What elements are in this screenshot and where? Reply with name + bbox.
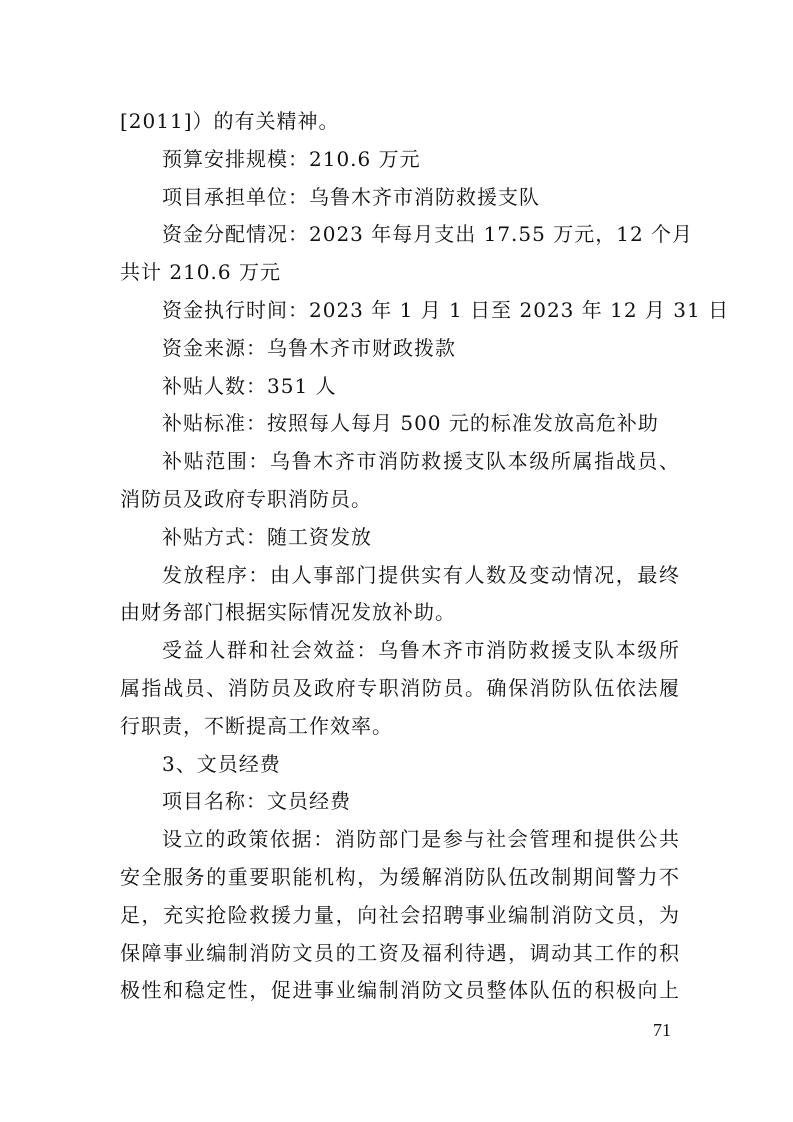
text-line: 补贴方式：随工资发放 xyxy=(162,524,372,549)
text-line: 属指战员、消防员及政府专职消防员。确保消防队伍依法履 xyxy=(120,675,680,700)
text-line: 补贴标准：按照每人每月 500 元的标准发放高危补助 xyxy=(162,411,659,436)
text-line: 发放程序：由人事部门提供实有人数及变动情况，最终 xyxy=(162,562,680,587)
section-heading: 3、文员经费 xyxy=(162,751,281,776)
text-line: 项目名称：文员经费 xyxy=(162,789,351,814)
text-line: 消防员及政府专职消防员。 xyxy=(120,486,372,511)
text-line: 行职责，不断提高工作效率。 xyxy=(120,713,393,738)
text-line: 资金来源：乌鲁木齐市财政拨款 xyxy=(162,335,456,360)
text-line: 项目承担单位：乌鲁木齐市消防救援支队 xyxy=(162,184,540,209)
text-line: 资金分配情况：2023 年每月支出 17.55 万元，12 个月 xyxy=(162,222,694,247)
text-line: 预算安排规模：210.6 万元 xyxy=(162,146,421,171)
text-line: 受益人群和社会效益：乌鲁木齐市消防救援支队本级所 xyxy=(162,638,680,663)
body-text xyxy=(120,103,730,1010)
text-line: 补贴范围：乌鲁木齐市消防救援支队本级所属指战员、 xyxy=(162,449,680,474)
text-line: 由财务部门根据实际情况发放补助。 xyxy=(120,600,456,625)
page-number: 71 xyxy=(653,1020,671,1040)
text-line: [2011]）的有关精神。 xyxy=(120,109,340,133)
text-line: 设立的政策依据：消防部门是参与社会管理和提供公共 xyxy=(162,827,680,852)
text-line: 保障事业编制消防文员的工资及福利待遇，调动其工作的积 xyxy=(120,940,680,965)
text-line: 共计 210.6 万元 xyxy=(120,260,281,285)
text-line: 极性和稳定性，促进事业编制消防文员整体队伍的积极向上 xyxy=(120,978,680,1003)
text-line: 补贴人数：351 人 xyxy=(162,373,337,398)
text-line: 资金执行时间：2023 年 1 月 1 日至 2023 年 12 月 31 日 xyxy=(162,297,730,322)
text-line: 安全服务的重要职能机构，为缓解消防队伍改制期间警力不 xyxy=(120,864,680,889)
text-line: 足，充实抢险救援力量，向社会招聘事业编制消防文员，为 xyxy=(120,902,680,927)
